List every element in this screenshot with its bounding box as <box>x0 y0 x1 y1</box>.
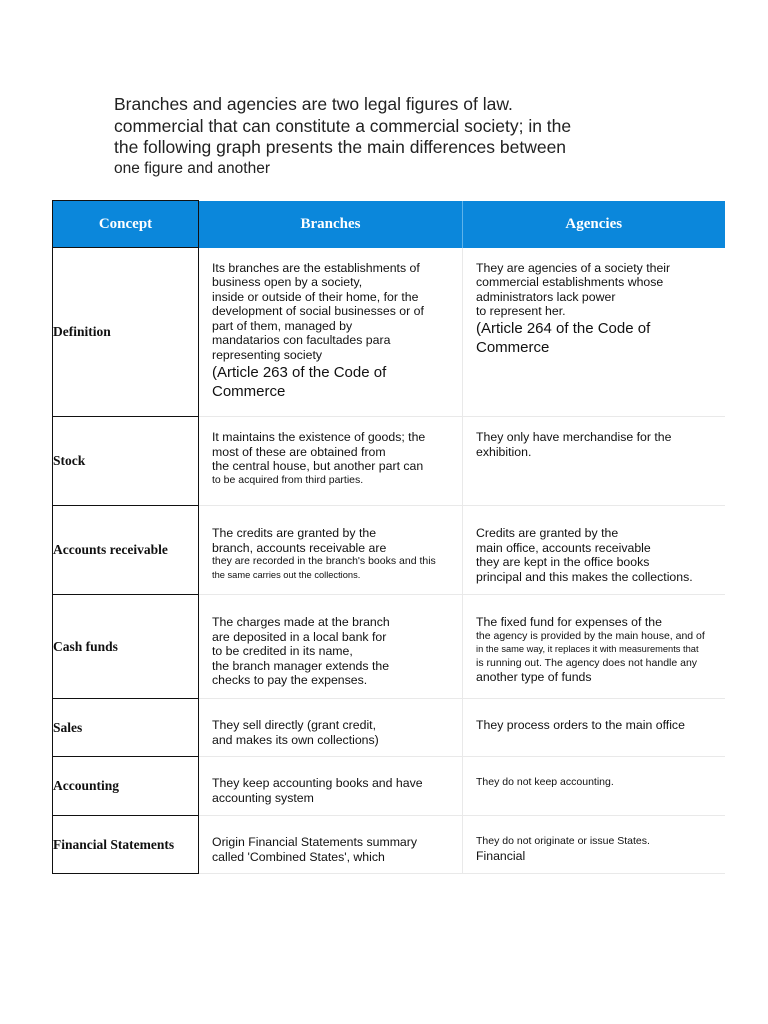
intro-line: Branches and agencies are two legal figures of law. <box>114 94 513 114</box>
cell-line: It maintains the existence of goods; the <box>212 430 426 444</box>
cell-line: inside or outside of their home, for the <box>212 289 419 304</box>
cell-line: (Article 264 of the Code of <box>476 319 651 337</box>
cell-line: the agency is provided by the main house, and of <box>476 629 705 642</box>
cell-line: principal and this makes the collections. <box>476 569 693 584</box>
concept-accounting: Accounting <box>53 757 199 816</box>
table-row <box>53 816 725 874</box>
cell-line: are deposited in a local bank for <box>212 629 387 644</box>
table-row <box>53 417 725 506</box>
intro-paragraph <box>114 94 674 179</box>
cell-line: They do not keep accounting. <box>476 776 614 788</box>
agencies-cell <box>463 506 725 595</box>
table-row <box>53 757 725 816</box>
cell-line: They only have merchandise for the <box>476 430 672 444</box>
cell-line: the same carries out the collections. <box>212 569 361 580</box>
agencies-cell <box>463 248 725 417</box>
header-branches: Branches <box>199 201 463 248</box>
branches-cell <box>199 417 463 506</box>
cell-line: They keep accounting books and have <box>212 776 423 790</box>
cell-line: development of social businesses or of <box>212 304 424 319</box>
agencies-cell <box>463 595 725 699</box>
cell-line: Financial <box>476 848 526 863</box>
cell-line: administrators lack power <box>476 289 616 304</box>
cell-line: to be credited in its name, <box>212 644 353 659</box>
cell-line: Its branches are the establishments of <box>212 260 420 275</box>
agencies-cell <box>463 816 725 874</box>
concept-definition: Definition <box>53 248 199 417</box>
cell-line: The charges made at the branch <box>212 615 390 629</box>
cell-line: They do not originate or issue States. <box>476 835 650 847</box>
cell-line: to represent her. <box>476 304 566 319</box>
concept-financial-statements: Financial Statements <box>53 816 199 874</box>
concept-cash-funds: Cash funds <box>53 595 199 699</box>
cell-line: business open by a society, <box>212 275 363 290</box>
cell-line: They process orders to the main office <box>476 718 685 732</box>
cell-line: they are kept in the office books <box>476 555 650 570</box>
table-row <box>53 506 725 595</box>
cell-line: they are recorded in the branch's books and this <box>212 555 436 568</box>
agencies-cell <box>463 417 725 506</box>
cell-line: Commerce <box>212 383 286 401</box>
cell-line: accounting system <box>212 790 314 805</box>
branches-cell <box>199 699 463 757</box>
cell-line: and makes its own collections) <box>212 732 379 747</box>
branches-cell <box>199 816 463 874</box>
cell-line: The credits are granted by the <box>212 526 377 540</box>
table-row <box>53 248 725 417</box>
concept-stock: Stock <box>53 417 199 506</box>
cell-line: exhibition. <box>476 444 532 459</box>
cell-line: another type of funds <box>476 670 592 685</box>
comparison-table <box>52 200 725 874</box>
cell-line: Credits are granted by the <box>476 526 619 540</box>
cell-line: part of them, managed by <box>212 318 353 333</box>
intro-line: one figure and another <box>114 159 270 177</box>
intro-line: commercial that can constitute a commercial society; in the <box>114 115 572 136</box>
cell-line: most of these are obtained from <box>212 444 386 459</box>
cell-line: mandatarios con facultades para <box>212 333 391 348</box>
cell-line: representing society <box>212 348 323 363</box>
cell-line: checks to pay the expenses. <box>212 673 368 688</box>
branches-cell <box>199 757 463 816</box>
cell-line: Commerce <box>476 339 550 357</box>
table-row <box>53 699 725 757</box>
agencies-cell <box>463 699 725 757</box>
cell-line: They are agencies of a society their <box>476 260 671 275</box>
intro-line: the following graph presents the main differences between <box>114 137 567 157</box>
branches-cell <box>199 595 463 699</box>
header-agencies: Agencies <box>463 201 725 248</box>
concept-sales: Sales <box>53 699 199 757</box>
concept-accounts-receivable: Accounts receivable <box>53 506 199 595</box>
header-concept: Concept <box>53 201 199 248</box>
table-header <box>53 201 725 248</box>
cell-line: main office, accounts receivable <box>476 540 651 555</box>
cell-line: is running out. The agency does not handle any <box>476 656 698 669</box>
cell-line: in the same way, it replaces it with measurements that <box>476 644 699 655</box>
cell-line: Origin Financial Statements summary <box>212 835 418 849</box>
agencies-cell <box>463 757 725 816</box>
cell-line: called 'Combined States', which <box>212 849 385 864</box>
cell-line: (Article 263 of the Code of <box>212 363 387 381</box>
branches-cell <box>199 248 463 417</box>
cell-line: the central house, but another part can <box>212 459 424 474</box>
cell-line: branch, accounts receivable are <box>212 540 387 555</box>
table-row <box>53 595 725 699</box>
cell-line: The fixed fund for expenses of the <box>476 615 662 629</box>
cell-line: They sell directly (grant credit, <box>212 718 377 732</box>
branches-cell <box>199 506 463 595</box>
cell-line: commercial establishments whose <box>476 275 664 290</box>
cell-line: to be acquired from third parties. <box>212 473 364 486</box>
cell-line: the branch manager extends the <box>212 658 390 673</box>
